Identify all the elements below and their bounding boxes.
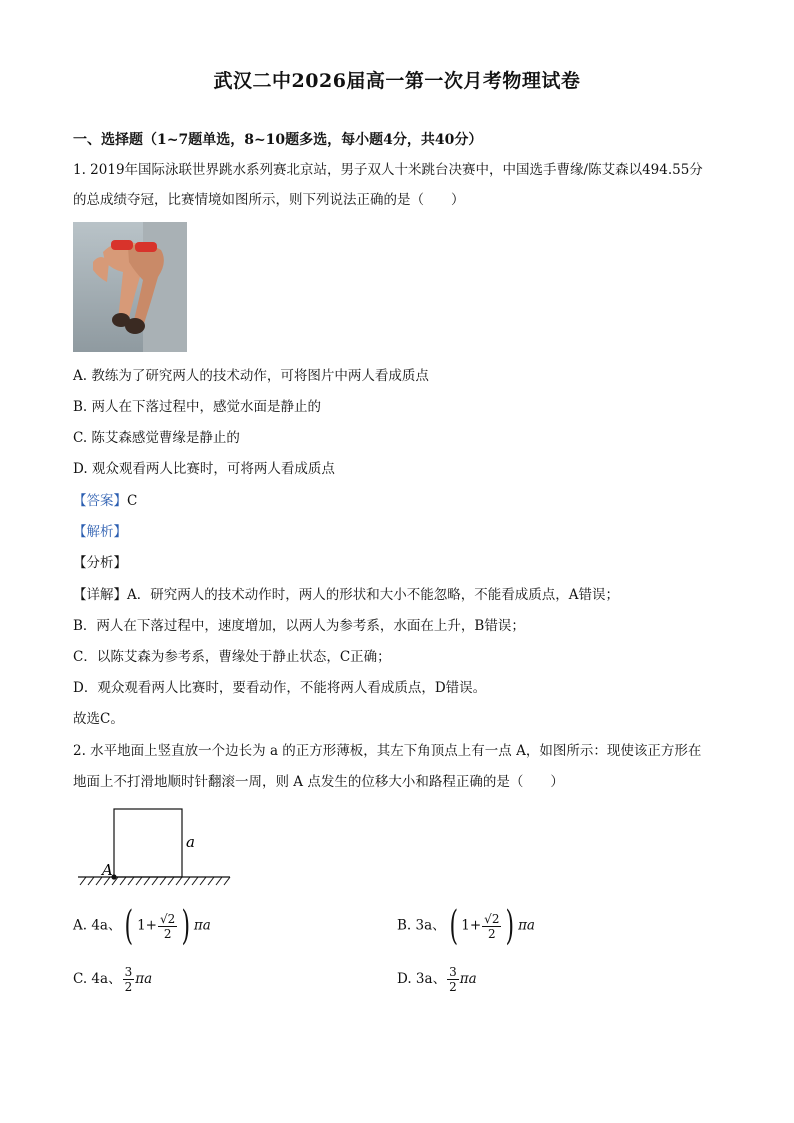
q1-option-d: D. 观众观看两人比赛时，可将两人看成质点: [73, 461, 335, 477]
q1-detail-d: D．观众观看两人比赛时，要看动作，不能将两人看成质点，D错误。: [73, 680, 487, 696]
detail-a-text: A．研究两人的技术动作时，两人的形状和大小不能忽略，不能看成质点，A错误；: [127, 587, 619, 603]
denominator: 2: [124, 980, 133, 994]
page-title: 武汉二中2026届高一第一次月考物理试卷: [213, 70, 581, 92]
q1-stem-line1: 1. 2019年国际泳联世界跳水系列赛北京站，男子双人十米跳台决赛中，中国选手曹缘/陈艾森以494.55分: [73, 162, 703, 178]
q1-detail-a: [73, 585, 619, 605]
one-plus: 1+: [461, 917, 482, 934]
pi-a: πa: [518, 917, 535, 934]
q1-option-b: B. 两人在下落过程中，感觉水面是静止的: [73, 399, 322, 415]
q2-option-a: [73, 903, 211, 949]
numerator: √2: [484, 911, 500, 926]
answer-value: C: [127, 493, 138, 509]
analysis-tag: 【解析】: [73, 524, 127, 540]
denominator: 2: [449, 980, 457, 994]
numerator: 3: [449, 965, 457, 979]
denominator: 2: [487, 926, 496, 941]
option-d-prefix: D. 3a、: [397, 971, 447, 987]
fraction: [123, 965, 135, 994]
q2-option-c: [73, 965, 152, 994]
q1-option-c: C. 陈艾森感觉曹缘是静止的: [73, 430, 240, 446]
one-plus: 1+: [137, 917, 157, 934]
q1-conclusion: 故选C。: [73, 711, 124, 727]
point-label-A: A: [102, 861, 113, 879]
q2-stem-line1: 2. 水平地面上竖直放一个边长为 a 的正方形薄板，其左下角顶点上有一点 A，如图所示：现使该正方形在: [73, 743, 702, 759]
answer-tag: 【答案】: [73, 493, 127, 509]
numerator: √2: [160, 911, 176, 926]
q2-option-d: [397, 965, 477, 994]
fraction: [158, 912, 177, 941]
option-a-prefix: A. 4a、: [73, 917, 122, 934]
q1-detail-b: B．两人在下落过程中，速度增加，以两人为参考系，水面在上升，B错误；: [73, 618, 525, 634]
q1-detail-c: C．以陈艾森为参考系，曹缘处于静止状态，C正确；: [73, 649, 391, 665]
pi-a: πa: [193, 917, 211, 934]
q2-option-b: [397, 903, 535, 949]
section-heading: 一、选择题（1~7题单选，8~10题多选，每小题4分，共40分）: [73, 132, 483, 148]
pi-a: πa: [135, 971, 153, 987]
q1-answer: [73, 491, 137, 511]
square-figure: [74, 805, 234, 890]
fenxi-tag: 【分析】: [73, 555, 127, 571]
q1-stem-line2: 的总成绩夺冠，比赛情境如图所示，则下列说法正确的是（ ）: [73, 192, 465, 208]
numerator: 3: [124, 965, 133, 979]
fraction: [482, 912, 501, 941]
right-paren: ): [505, 903, 515, 949]
q2-stem-line2: 地面上不打滑地顺时针翻滚一周，则 A 点发生的位移大小和路程正确的是（ ）: [73, 774, 564, 790]
right-paren: ): [181, 903, 191, 949]
pi-a: πa: [459, 971, 477, 987]
side-label-a: a: [186, 833, 195, 851]
left-paren: (: [124, 903, 134, 949]
option-b-prefix: B. 3a、: [397, 917, 446, 934]
q1-option-a: A. 教练为了研究两人的技术动作，可将图片中两人看成质点: [73, 368, 429, 384]
denominator: 2: [163, 926, 172, 941]
diving-photo: [73, 222, 187, 352]
left-paren: (: [449, 903, 458, 949]
fraction: [447, 965, 459, 994]
option-c-prefix: C. 4a、: [73, 971, 122, 987]
detail-tag: 【详解】: [73, 587, 127, 603]
